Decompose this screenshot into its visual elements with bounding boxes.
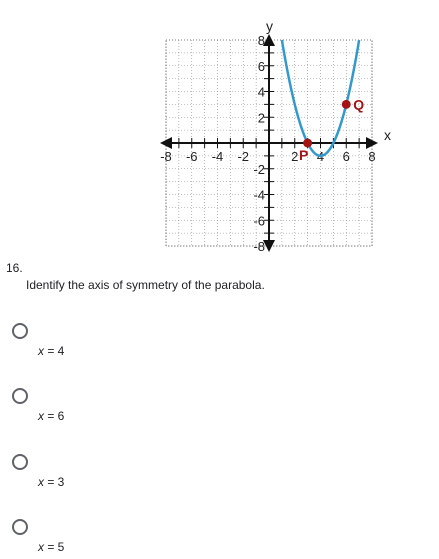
question-text: Identify the axis of symmetry of the parabola.: [26, 278, 265, 292]
radio-button[interactable]: [12, 388, 28, 404]
x-tick-label: -6: [185, 149, 198, 164]
radio-button[interactable]: [12, 454, 28, 470]
option-label: x = 4: [38, 344, 65, 358]
x-tick-label: -8: [160, 149, 172, 164]
option-4[interactable]: [12, 519, 312, 559]
x-tick-label: 6: [342, 149, 350, 164]
x-tick-label: -2: [237, 149, 250, 164]
y-tick-label: -2: [253, 161, 265, 177]
y-tick-label: 8: [257, 33, 265, 48]
y-tick-label: -4: [253, 187, 265, 203]
radio-button[interactable]: [12, 519, 28, 535]
y-tick-label: -6: [253, 213, 265, 229]
option-1[interactable]: [12, 323, 312, 363]
point-q-label: Q: [353, 96, 365, 113]
y-tick-label: -8: [253, 239, 265, 254]
question-number: 16.: [6, 261, 23, 275]
x-tick-label: -4: [211, 149, 224, 164]
point-p-label: P: [298, 147, 309, 163]
radio-button[interactable]: [12, 323, 28, 339]
point-q-marker: [342, 100, 351, 109]
y-tick-label: 2: [257, 110, 265, 126]
graph-svg: [150, 20, 395, 255]
option-3[interactable]: [12, 454, 312, 494]
y-tick-label: 4: [257, 84, 265, 100]
x-tick-label: 4: [316, 149, 325, 164]
option-2[interactable]: [12, 388, 312, 428]
y-axis-label: y: [266, 20, 273, 34]
x-tick-label: 2: [291, 149, 299, 164]
x-tick-label: 8: [368, 149, 376, 164]
x-axis-label: x: [384, 127, 391, 143]
option-label: x = 6: [38, 409, 65, 423]
y-tick-label: 6: [257, 58, 265, 74]
parabola-graph: [150, 20, 395, 255]
option-label: x = 5: [38, 540, 65, 554]
option-label: x = 3: [38, 475, 65, 489]
